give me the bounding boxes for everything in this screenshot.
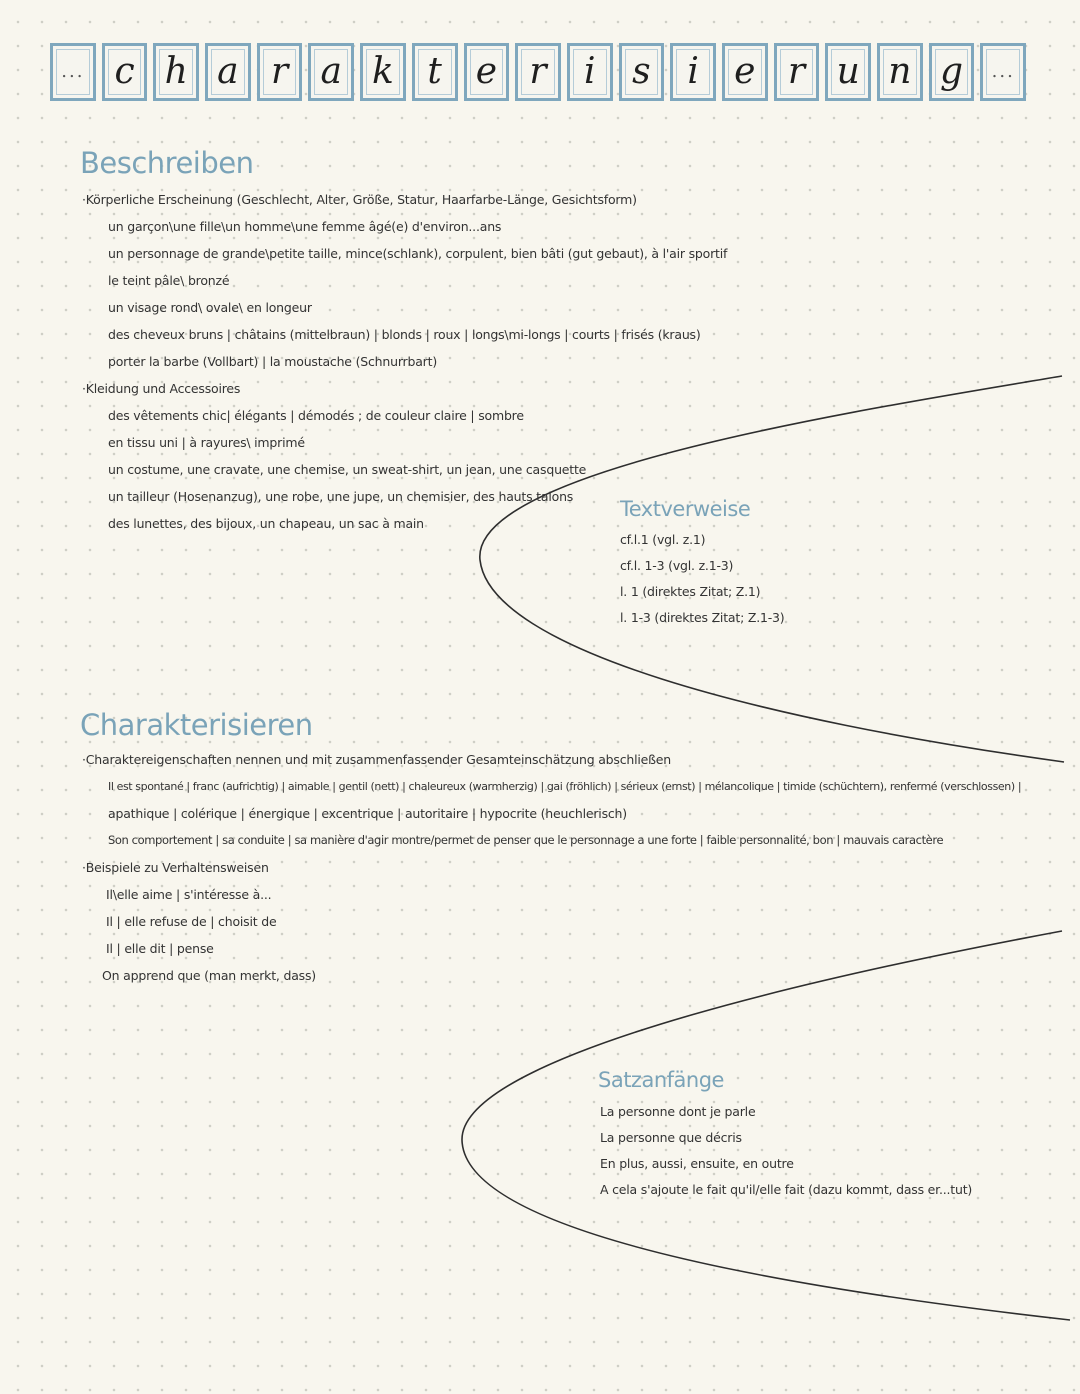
title-letter-box: n [877, 43, 923, 101]
beschreiben-line: ·Kleidung und Accessoires [82, 381, 241, 396]
beschreiben-line: ·Körperliche Erscheinung (Geschlecht, Alter, Größe, Statur, Haarfarbe-Länge, Gesichtsform) [82, 192, 637, 207]
textverweise-heading: Textverweise [620, 497, 751, 521]
beschreiben-line: un tailleur (Hosenanzug), une robe, une jupe, un chemisier, des hauts talons [108, 489, 574, 504]
beschreiben-line: en tissu uni | à rayures\ imprimé [108, 435, 305, 450]
charakterisieren-list [82, 746, 1021, 989]
charakterisieren-line: apathique | colérique | énergique | excentrique | autoritaire | hypocrite (heuchlerisch) [108, 806, 627, 821]
beschreiben-line: des lunettes, des bijoux, un chapeau, un sac à main [108, 516, 424, 531]
title-letter-box: ... [980, 43, 1026, 101]
title-letter-box: r [515, 43, 561, 101]
title-letter-box: s [619, 43, 665, 101]
satzanfaenge-list [600, 1099, 972, 1203]
beschreiben-list [82, 186, 727, 537]
title-letter-box: ... [50, 43, 96, 101]
charakterisieren-line: Il est spontané | franc (aufrichtig) | aimable | gentil (nett) | chaleureux (warmherzig) | gai (fröhlich) | sérieux (ernst) | mélancolique | timide (schüchtern), renfermé (verschlossen) | [108, 780, 1022, 793]
satzanfaenge-line: A cela s'ajoute le fait qu'il/elle fait (dazu kommt, dass er...tut) [600, 1182, 973, 1197]
charakterisieren-line: Il | elle refuse de | choisit de [106, 914, 277, 929]
satzanfaenge-line: En plus, aussi, ensuite, en outre [600, 1156, 794, 1171]
title-letter-box: t [412, 43, 458, 101]
beschreiben-line: un personnage de grande\petite taille, mince(schlank), corpulent, bien bâti (gut gebaut), à l'air sportif [108, 246, 728, 261]
charakterisieren-line: ·Beispiele zu Verhaltensweisen [82, 860, 269, 875]
beschreiben-line: un garçon\une fille\un homme\une femme âgé(e) d'environ...ans [108, 219, 502, 234]
textverweise-line: cf.l. 1-3 (vgl. z.1-3) [620, 558, 734, 573]
satzanfaenge-line: La personne que décris [600, 1130, 742, 1145]
charakterisieren-line: Il\elle aime | s'intéresse à... [106, 887, 272, 902]
title-letter-box: i [670, 43, 716, 101]
title-letter-box: g [929, 43, 975, 101]
charakterisieren-line: ·Charaktereigenschaften nennen und mit zusammenfassender Gesamteinschätzung abschließen [82, 752, 672, 767]
title-letter-box: h [153, 43, 199, 101]
title-letter-box: u [825, 43, 871, 101]
title-letter-box: c [102, 43, 148, 101]
textverweise-line: l. 1-3 (direktes Zitat; Z.1-3) [620, 610, 785, 625]
title-letter-box: e [722, 43, 768, 101]
beschreiben-heading: Beschreiben [80, 146, 254, 180]
beschreiben-line: des vêtements chic| élégants | démodés ; de couleur claire | sombre [108, 408, 524, 423]
textverweise-list [620, 527, 784, 631]
beschreiben-line: un visage rond\ ovale\ en longeur [108, 300, 312, 315]
charakterisieren-heading: Charakterisieren [80, 708, 313, 742]
beschreiben-line: un costume, une cravate, une chemise, un sweat-shirt, un jean, une casquette [108, 462, 587, 477]
title-letter-box: k [360, 43, 406, 101]
charakterisieren-line: Il | elle dit | pense [106, 941, 214, 956]
title-letter-box: i [567, 43, 613, 101]
textverweise-line: cf.l.1 (vgl. z.1) [620, 532, 706, 547]
beschreiben-line: le teint pâle\ bronzé [108, 273, 230, 288]
title-letter-box: a [308, 43, 354, 101]
satzanfaenge-heading: Satzanfänge [598, 1068, 724, 1092]
title-letter-box: e [464, 43, 510, 101]
beschreiben-line: des cheveux bruns | châtains (mittelbraun) | blonds | roux | longs\mi-longs | courts | frisés (kraus) [108, 327, 701, 342]
textverweise-line: l. 1 (direktes Zitat; Z.1) [620, 584, 761, 599]
charakterisieren-line: On apprend que (man merkt, dass) [102, 968, 316, 983]
title-letter-box: r [774, 43, 820, 101]
title-letter-box: r [257, 43, 303, 101]
charakterisieren-line: Son comportement | sa conduite | sa manière d'agir montre/permet de penser que le personnage a une forte | faible personnalité, bon | mauvais caractère [108, 833, 944, 847]
beschreiben-line: porter la barbe (Vollbart) | la moustache (Schnurrbart) [108, 354, 437, 369]
satzanfaenge-line: La personne dont je parle [600, 1104, 756, 1119]
title-letter-box: a [205, 43, 251, 101]
